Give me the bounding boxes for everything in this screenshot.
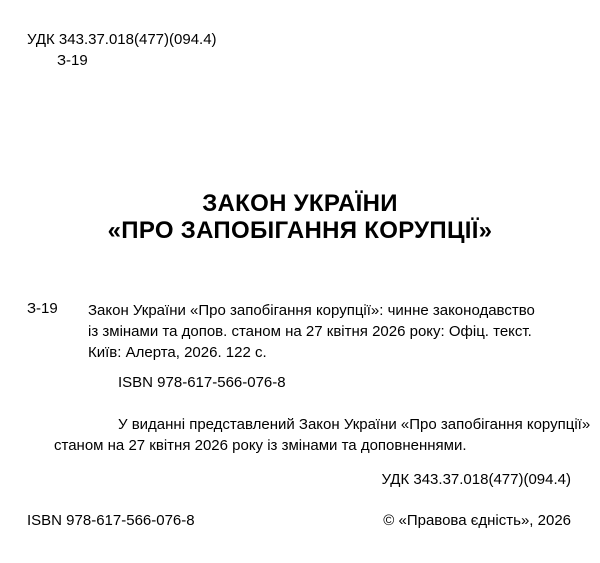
- annotation-line-2: станом на 27 квітня 2026 року із змінами та доповненнями.: [54, 437, 467, 454]
- bibliography-line-1: Закон України «Про запобігання корупції»: чинне законодавство: [88, 302, 535, 319]
- bibliography-code: З-19: [27, 300, 58, 317]
- annotation: [54, 414, 591, 456]
- catalog-code-header: З-19: [57, 52, 88, 69]
- bibliography-line-2: із змінами та допов. станом на 27 квітня 2026 року: Офіц. текст.: [88, 323, 532, 340]
- copyright: © «Правова єдність», 2026: [383, 512, 571, 529]
- bibliography-line-3: Київ: Алерта, 2026. 122 с.: [88, 344, 267, 361]
- udk-footer: УДК 343.37.018(477)(094.4): [381, 471, 571, 488]
- annotation-line-1: У виданні представлений Закон України «Про запобігання корупції»: [118, 416, 591, 433]
- page-title-line-1: ЗАКОН УКРАЇНИ: [202, 190, 398, 217]
- bibliography-entry: [88, 300, 535, 363]
- page-title-line-2: «ПРО ЗАПОБІГАННЯ КОРУПЦІЇ»: [107, 217, 493, 244]
- isbn-entry: ISBN 978-617-566-076-8: [118, 374, 286, 391]
- isbn-footer: ISBN 978-617-566-076-8: [27, 512, 195, 529]
- udk-header: УДК 343.37.018(477)(094.4): [27, 31, 217, 48]
